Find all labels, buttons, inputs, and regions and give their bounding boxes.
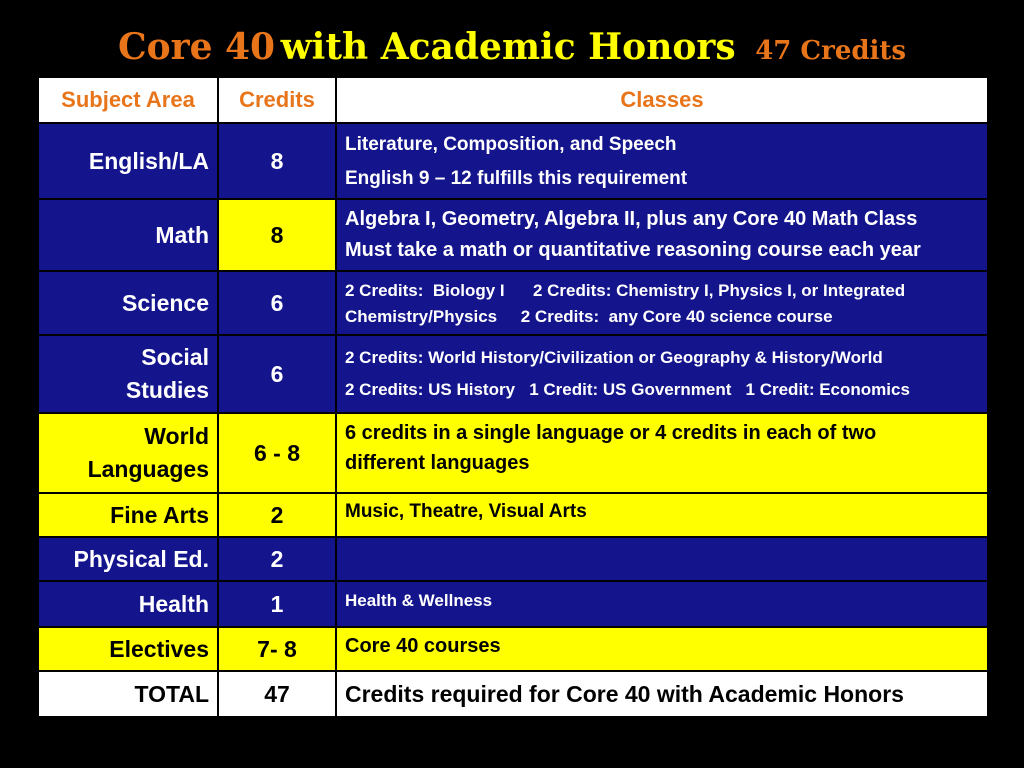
subject-cell [38,493,218,537]
subject-cell [38,271,218,335]
subject-label: Physical Ed. [73,545,209,572]
credits-cell: 2 [218,537,336,581]
classes-line: 2 Credits: US History 1 Credit: US Government 1 Credit: Economics [345,380,910,399]
classes-line: Must take a math or quantitative reasoning course each year [345,239,921,261]
credits-cell: 2 [218,493,336,537]
table-row-social-studies [38,335,988,413]
subject-cell [38,581,218,627]
classes-cell [336,271,988,335]
classes-line: Algebra I, Geometry, Algebra II, plus any Core 40 Math Class [345,208,918,230]
classes-line: different languages [345,452,530,474]
classes-line: Music, Theatre, Visual Arts [345,501,587,522]
header-credits: Credits [218,77,336,123]
classes-cell [336,537,988,581]
table-row-physical-ed [38,537,988,581]
classes-cell [336,335,988,413]
subject-label: English/LA [88,147,209,174]
classes-cell [336,671,988,717]
classes-line: 2 Credits: Biology I 2 Credits: Chemistry I, Physics I, or Integrated [345,281,906,300]
classes-line: English 9 – 12 fulfills this requirement [345,168,688,189]
subject-cell [38,413,218,493]
subject-label: Math [155,221,209,248]
subject-label: Studies [125,377,209,403]
credits-cell: 6 - 8 [218,413,336,493]
subject-cell [38,671,218,717]
classes-line: Literature, Composition, and Speech [345,134,677,155]
table-row-electives [38,627,988,671]
subject-label: Languages [87,456,209,482]
credits-cell: 6 [218,271,336,335]
table-row-health [38,581,988,627]
title-with-honors: with Academic Honors [280,26,736,68]
classes-cell [336,581,988,627]
title-core: Core 40 [117,26,276,68]
classes-line: Core 40 courses [345,635,501,657]
subject-cell [38,123,218,199]
credits-cell: 6 [218,335,336,413]
classes-line: 2 Credits: World History/Civilization or Geography & History/World [345,348,883,367]
table-header-row [38,77,988,123]
table-row-fine-arts [38,493,988,537]
page-title [0,22,1024,79]
table-row-world-languages [38,413,988,493]
requirements-table [37,76,989,718]
credits-cell: 8 [218,199,336,271]
subject-label: Electives [109,635,209,662]
subject-cell [38,335,218,413]
subject-label: World [144,423,209,449]
classes-line: 6 credits in a single language or 4 credits in each of two [345,422,877,444]
classes-cell [336,199,988,271]
subject-cell [38,537,218,581]
subject-label: TOTAL [134,680,209,707]
table-row-english [38,123,988,199]
credits-cell: 1 [218,581,336,627]
subject-label: Social [141,344,209,370]
classes-line: Chemistry/Physics 2 Credits: any Core 40 science course [345,307,833,326]
table-row-science [38,271,988,335]
credits-cell: 7- 8 [218,627,336,671]
classes-line: Credits required for Core 40 with Academic Honors [345,681,904,707]
classes-cell [336,413,988,493]
classes-line: Health & Wellness [345,591,493,610]
subject-label: Science [122,289,209,316]
table-row-total [38,671,988,717]
classes-cell [336,493,988,537]
subject-label: Fine Arts [110,501,209,528]
classes-cell [336,123,988,199]
subject-cell [38,627,218,671]
title-credits: 47 Credits [755,36,907,66]
header-classes: Classes [336,77,988,123]
subject-label: Health [138,590,209,617]
classes-cell [336,627,988,671]
credits-cell: 47 [218,671,336,717]
table-row-math [38,199,988,271]
header-subject-area: Subject Area [38,77,218,123]
credits-cell: 8 [218,123,336,199]
subject-cell [38,199,218,271]
